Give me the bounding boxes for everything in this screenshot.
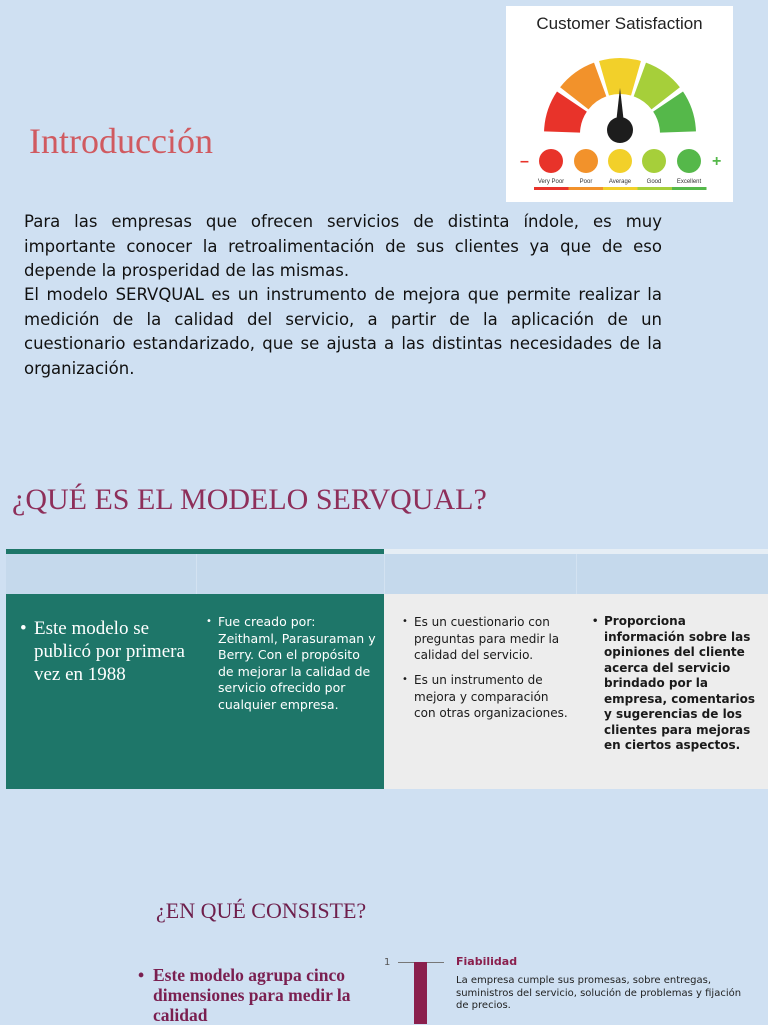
timeline-heading: Fiabilidad (456, 955, 518, 968)
rating-bar-segment (603, 187, 638, 190)
rating-color-bar (534, 187, 707, 190)
rating-face-icon (608, 149, 632, 173)
rating-face-icon (642, 149, 666, 173)
rating-bar-segment (569, 187, 604, 190)
intro-title: Introducción (29, 121, 213, 161)
intro-paragraph-1: Para las empresas que ofrecen servicios de distinta índole, es muy importante conocer la retroalimentación de sus clientes ya que de eso depende la prosperidad de las mismas. (24, 212, 662, 280)
bullet-item (592, 614, 764, 754)
bullet-text: Proporciona información sobre las opiniones del cliente acerca del servicio brindado por la empresa, comentarios y sugerencias de los clientes para mejoras en ciertos aspectos. (604, 614, 756, 752)
bullet-text: Este modelo agrupa cinco dimensiones para medir la calidad (153, 965, 351, 1025)
bullet-item (402, 614, 572, 664)
rating-label: Good (646, 179, 662, 185)
timeline-step-number: 1 (384, 957, 391, 968)
rating-label: Very Poor (537, 179, 565, 185)
bullet-text: Fue creado por: Zeithaml, Parasuraman y Berry. Con el propósito de mejorar la calidad de servicio ofrecido por cualquier empresa. (218, 614, 376, 712)
rating-labels (538, 179, 702, 185)
bullet-dot: • (20, 618, 27, 639)
bullet-item (206, 614, 376, 713)
servqual-cell-creators (196, 594, 384, 789)
servqual-cell-information (576, 594, 768, 789)
rating-face-icon (574, 149, 598, 173)
bullet-text: Es un cuestionario con preguntas para medir la calidad del servicio. (414, 615, 560, 662)
bullet-item (402, 672, 572, 722)
rating-face-icon (539, 149, 563, 173)
servqual-cell-questionnaire (384, 594, 576, 789)
rating-label: Poor (579, 179, 593, 185)
intro-paragraph-2: El modelo SERVQUAL es un instrumento de mejora que permite realizar la medición de la calidad del servicio, a partir de la aplicación de un cuestionario estandarizado, que se ajusta a las distintas necesidades de la organización. (24, 285, 662, 378)
bullet-text: Este modelo se publicó por primera vez en 1988 (34, 618, 185, 685)
bullet-item (20, 617, 190, 686)
bullet-dot: • (592, 616, 599, 627)
rating-label: Average (608, 179, 632, 185)
bullet-dot: • (206, 616, 212, 627)
bullet-dot: • (138, 965, 145, 985)
table-header-strip (6, 554, 768, 594)
servqual-title: ¿QUÉ ES EL MODELO SERVQUAL? (12, 483, 487, 516)
rating-faces (539, 149, 701, 173)
rating-bar-segment (638, 187, 673, 190)
consiste-title: ¿EN QUÉ CONSISTE? (156, 898, 367, 923)
header-divider (196, 554, 197, 594)
bullet-text: Es un instrumento de mejora y comparación con otras organizaciones. (414, 673, 568, 720)
customer-satisfaction-image (506, 6, 733, 202)
gauge-hub (607, 117, 633, 143)
header-divider (384, 554, 385, 594)
timeline-bar (414, 962, 427, 1024)
rating-label: Excellent (676, 179, 702, 185)
plus-sign: + (712, 153, 722, 170)
minus-sign: – (520, 153, 529, 170)
satisfaction-gauge-graphic (506, 6, 733, 202)
bullet-dot: • (402, 616, 408, 627)
servqual-cell-published (6, 594, 196, 789)
bullet-dot: • (402, 674, 408, 685)
rating-face-icon (677, 149, 701, 173)
rating-bar-segment (672, 187, 707, 190)
rating-bar-segment (534, 187, 569, 190)
header-divider (576, 554, 577, 594)
timeline-text: La empresa cumple sus promesas, sobre entregas, suministros del servicio, solución de problemas y fijación de precios. (456, 975, 742, 1011)
consiste-bullet (138, 965, 358, 1025)
customer-satisfaction-title: Customer Satisfaction (536, 14, 703, 33)
